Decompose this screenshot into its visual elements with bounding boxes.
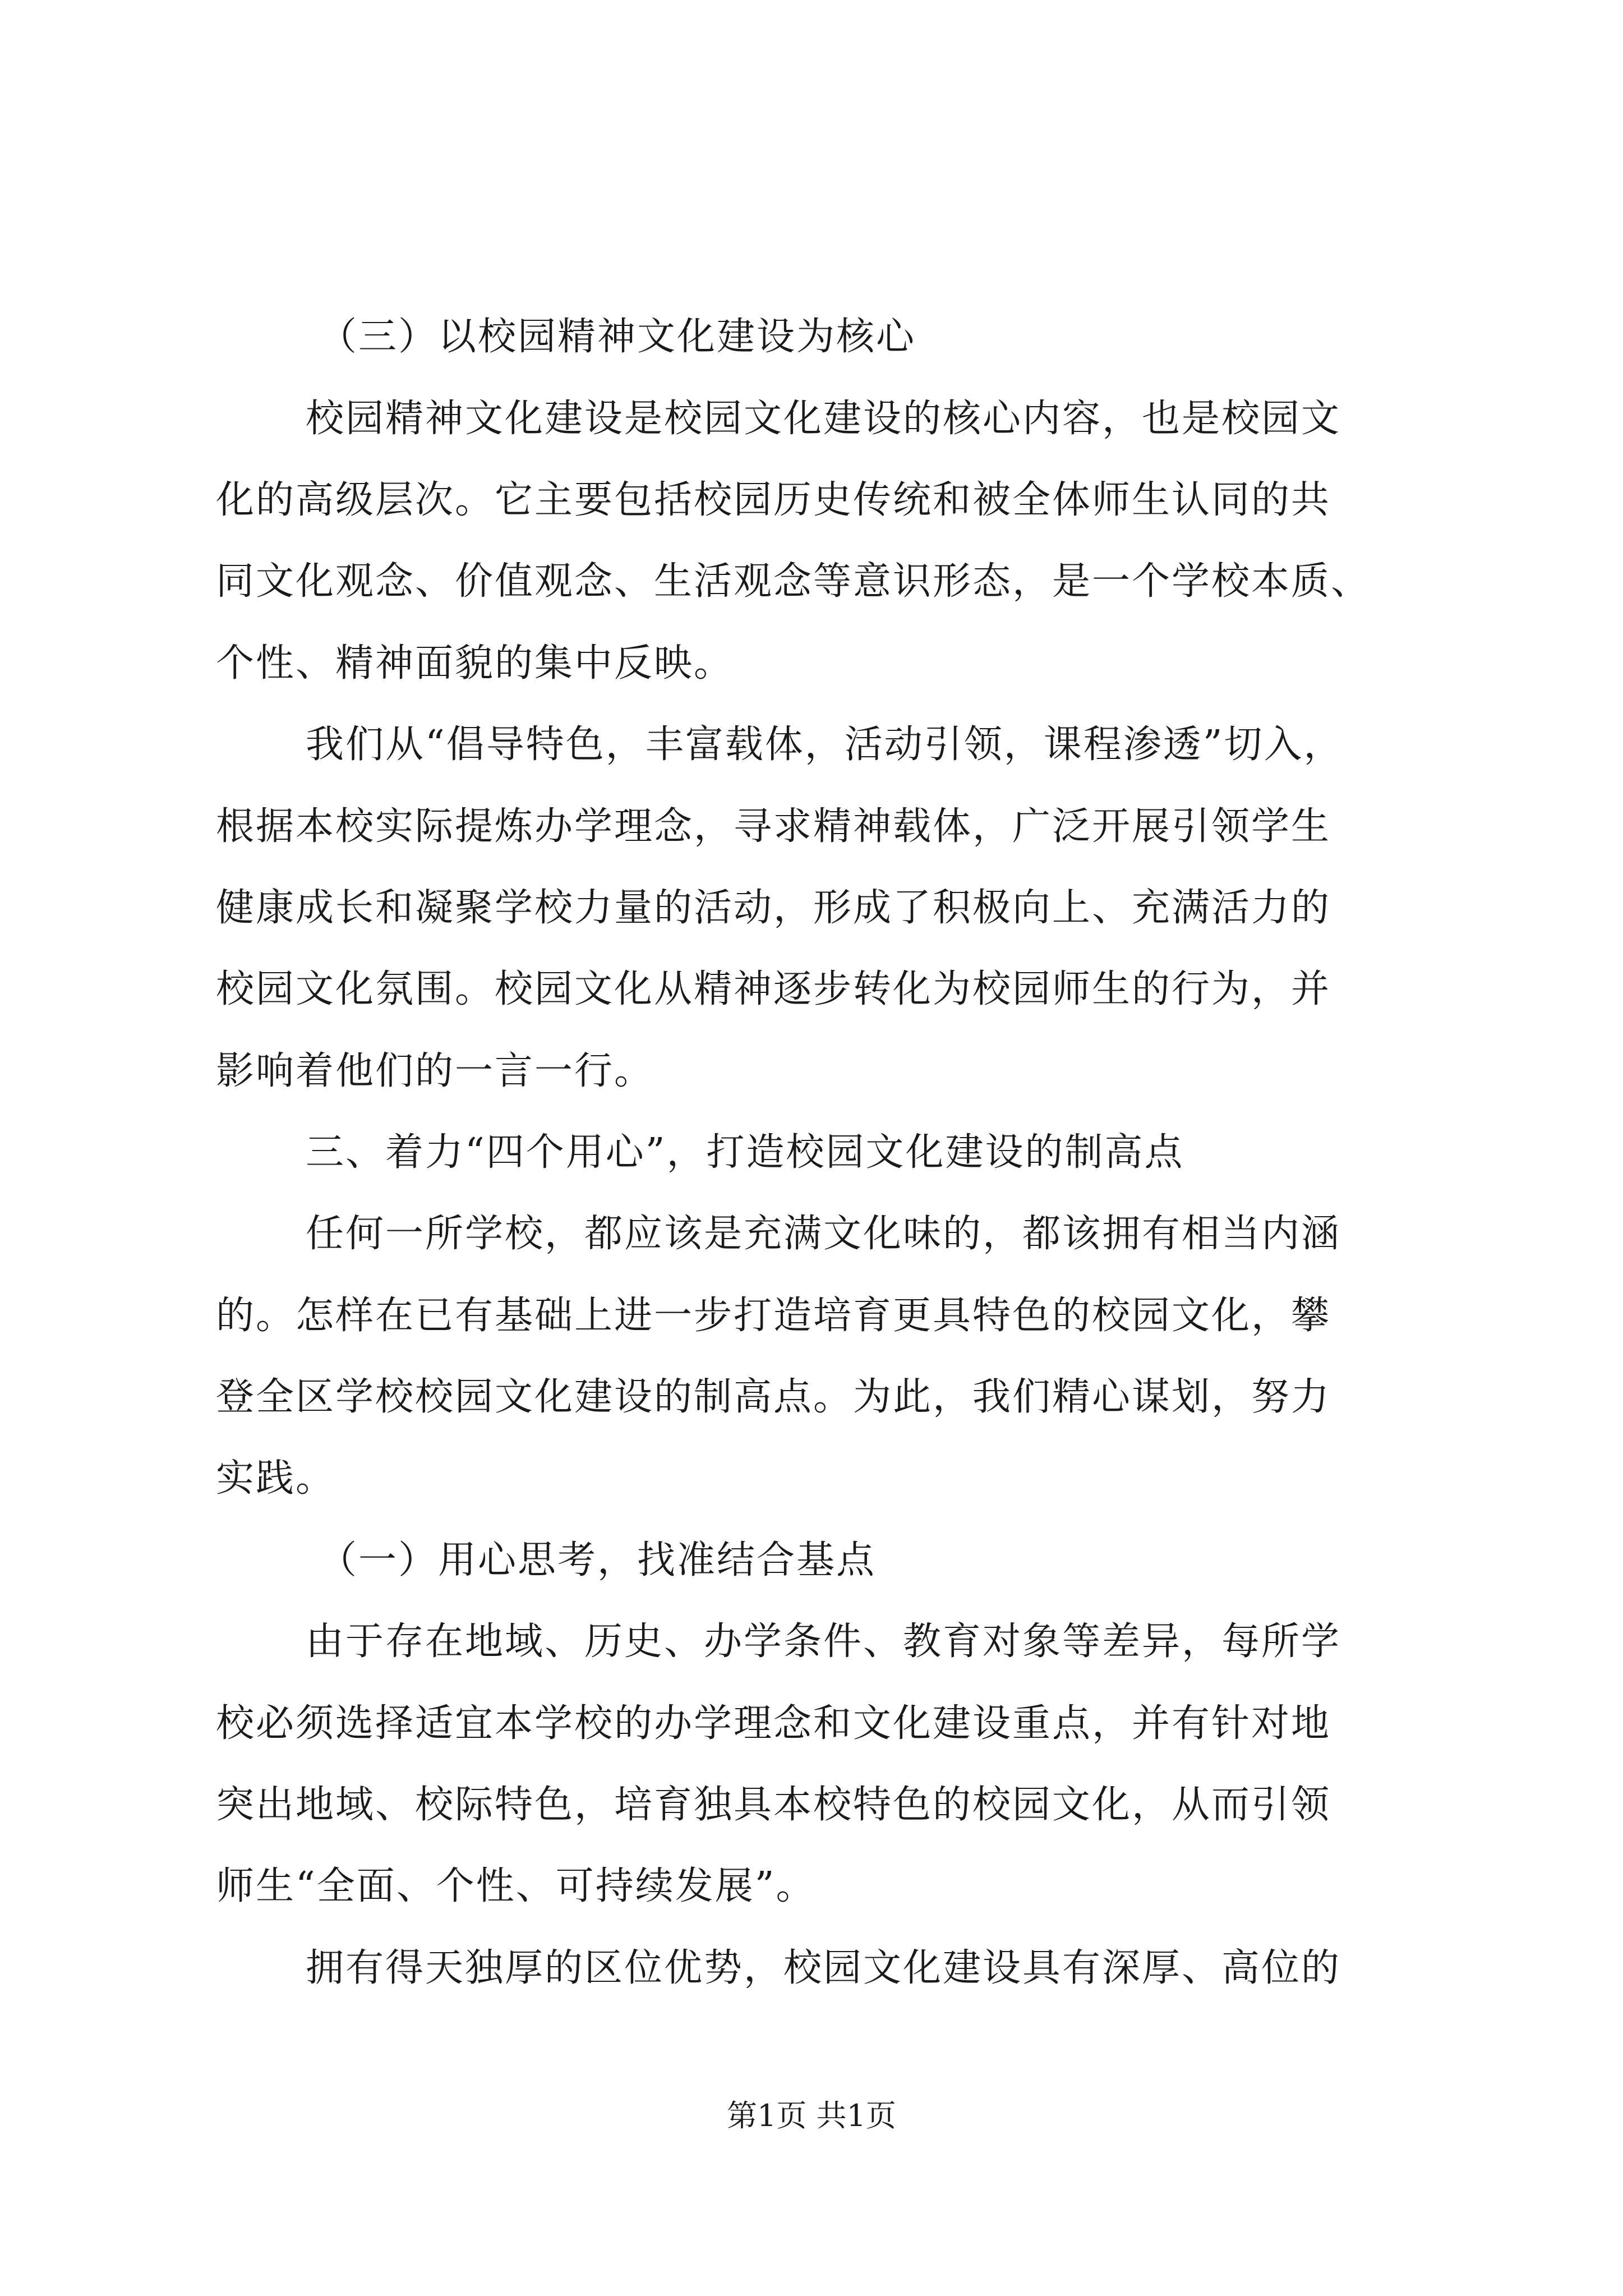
section-heading-1: （一）用心思考，找准结合基点: [319, 1538, 877, 1582]
body-line: 校必须选择适宜本学校的办学理念和文化建设重点，并有针对地: [216, 1701, 1331, 1746]
body-line: 实践。: [216, 1456, 336, 1501]
body-line: 同文化观念、价值观念、生活观念等意识形态，是一个学校本质、: [216, 559, 1371, 604]
section-heading-main: 三、着力“四个用心”，打造校园文化建设的制高点: [306, 1130, 1184, 1175]
body-line: 突出地域、校际特色，培育独具本校特色的校园文化，从而引领: [216, 1783, 1331, 1827]
body-line: 拥有得天独厚的区位优势，校园文化建设具有深厚、高位的: [306, 1946, 1341, 1990]
body-line: 登全区学校校园文化建设的制高点。为此，我们精心谋划，努力: [216, 1375, 1331, 1419]
body-line: 影响着他们的一言一行。: [216, 1049, 654, 1093]
body-line: 校园文化氛围。校园文化从精神逐步转化为校园师生的行为，并: [216, 967, 1331, 1011]
body-line: 校园精神文化建设是校园文化建设的核心内容，也是校园文: [306, 397, 1341, 441]
body-line: 任何一所学校，都应该是充满文化味的，都该拥有相当内涵: [306, 1212, 1341, 1256]
body-line: 根据本校实际提炼办学理念，寻求精神载体，广泛开展引领学生: [216, 804, 1331, 849]
body-line: 由于存在地域、历史、办学条件、教育对象等差异，每所学: [306, 1619, 1341, 1664]
body-line: 师生“全面、个性、可持续发展”。: [216, 1864, 816, 1908]
body-line: 化的高级层次。它主要包括校园历史传统和被全体师生认同的共: [216, 478, 1331, 522]
body-line: 我们从“倡导特色，丰富载体，活动引领，课程渗透”切入，: [306, 723, 1344, 767]
section-heading-3: （三）以校园精神文化建设为核心: [319, 315, 916, 359]
page-footer: 第1页 共1页: [727, 2098, 896, 2133]
body-line: 的。怎样在已有基础上进一步打造培育更具特色的校园文化，攀: [216, 1294, 1331, 1338]
body-line: 个性、精神面貌的集中反映。: [216, 641, 734, 685]
body-line: 健康成长和凝聚学校力量的活动，形成了积极向上、充满活力的: [216, 886, 1331, 930]
